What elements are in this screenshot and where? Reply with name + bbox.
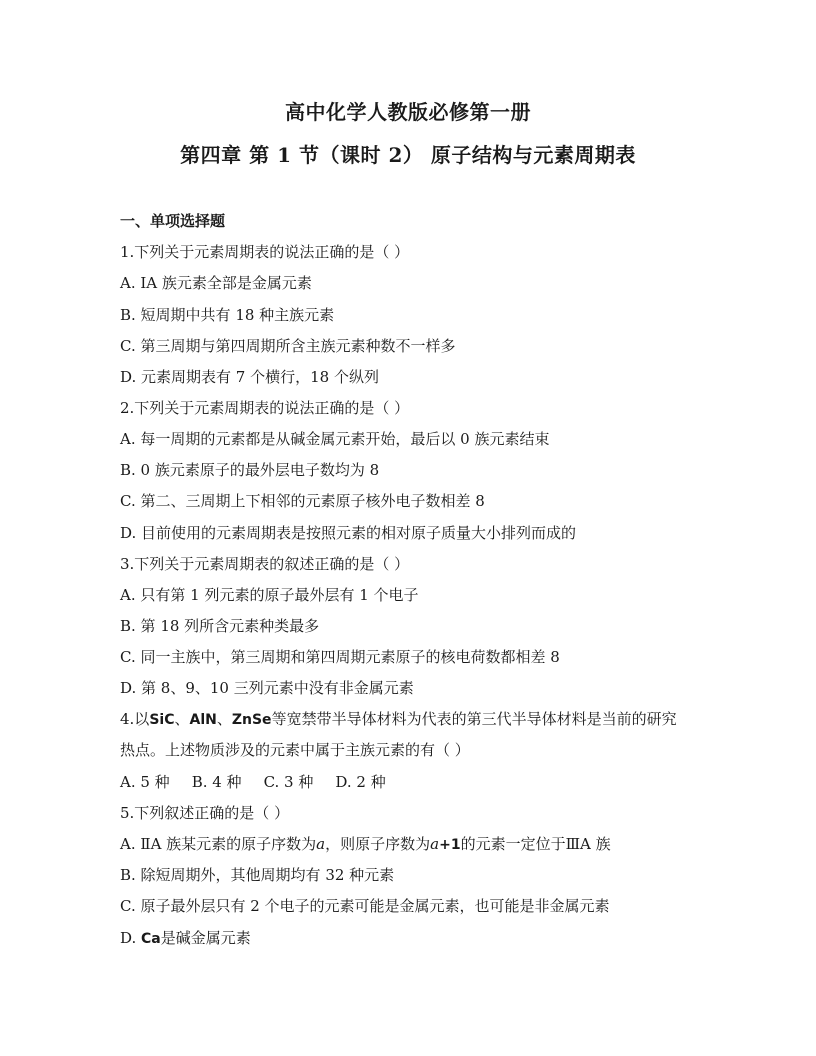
formula-znse: ZnSe xyxy=(231,712,272,728)
question-4-stem-line2: 热点。上述物质涉及的元素中属于主族元素的有（ ） xyxy=(120,741,470,759)
question-5-option-c: C. 原子最外层只有 2 个电子的元素可能是金属元素，也可能是非金属元素 xyxy=(120,897,610,915)
question-4-stem xyxy=(120,709,677,730)
formula-ca: Ca xyxy=(141,931,161,947)
question-5-stem: 5.下列叙述正确的是（ ） xyxy=(120,804,290,822)
question-5-option-b: B. 除短周期外，其他周期均有 32 种元素 xyxy=(120,866,395,884)
question-1-option-b: B. 短周期中共有 18 种主族元素 xyxy=(120,306,335,324)
formula-sic: SiC xyxy=(149,712,175,728)
question-2-stem: 2.下列关于元素周期表的说法正确的是（ ） xyxy=(120,399,410,417)
question-4-stem-prefix: 4.以 xyxy=(120,710,150,728)
section-heading: 一、单项选择题 xyxy=(120,212,226,230)
question-1-option-c: C. 第三周期与第四周期所含主族元素种数不一样多 xyxy=(120,337,456,355)
question-4-option-b: B. 4 种 xyxy=(191,773,242,791)
variable-a: a xyxy=(316,835,326,853)
question-1-option-a: A. ⅠA 族元素全部是金属元素 xyxy=(120,274,312,292)
plus-one: +1 xyxy=(439,837,461,853)
question-3-option-d: D. 第 8、9、10 三列元素中没有非金属元素 xyxy=(120,679,414,697)
question-4-option-c: C. 3 种 xyxy=(263,773,314,791)
option-a-mid: ，则原子序数为 xyxy=(325,835,431,853)
option-d-suffix: 是碱金属元素 xyxy=(160,929,251,947)
document-title: 高中化学人教版必修第一册 xyxy=(285,100,531,124)
question-4-option-a: A. 5 种 xyxy=(120,773,170,791)
document-subtitle: 第四章 第 1 节（课时 2） 原子结构与元素周期表 xyxy=(180,143,636,167)
variable-a: a xyxy=(430,835,440,853)
question-2-option-a: A. 每一周期的元素都是从碱金属元素开始，最后以 0 族元素结束 xyxy=(120,430,550,448)
question-5-option-d xyxy=(120,928,251,949)
question-3-stem: 3.下列关于元素周期表的叙述正确的是（ ） xyxy=(120,555,410,573)
separator: 、 xyxy=(216,710,232,728)
question-3-option-a: A. 只有第 1 列元素的原子最外层有 1 个电子 xyxy=(120,586,419,604)
question-2-option-d: D. 目前使用的元素周期表是按照元素的相对原子质量大小排列而成的 xyxy=(120,524,577,542)
question-3-option-b: B. 第 18 列所含元素种类最多 xyxy=(120,617,320,635)
question-4-stem-suffix: 等宽禁带半导体材料为代表的第三代半导体材料是当前的研究 xyxy=(271,710,677,728)
question-2-option-c: C. 第二、三周期上下相邻的元素原子核外电子数相差 8 xyxy=(120,492,485,510)
option-a-suffix: 的元素一定位于ⅢA 族 xyxy=(460,835,611,853)
separator: 、 xyxy=(174,710,190,728)
option-a-prefix: A. ⅡA 族某元素的原子序数为 xyxy=(120,835,317,853)
question-3-option-c: C. 同一主族中，第三周期和第四周期元素原子的核电荷数都相差 8 xyxy=(120,648,560,666)
question-4-options xyxy=(120,772,386,792)
question-1-stem: 1.下列关于元素周期表的说法正确的是（ ） xyxy=(120,243,410,261)
question-1-option-d: D. 元素周期表有 7 个横行，18 个纵列 xyxy=(120,368,379,386)
question-2-option-b: B. 0 族元素原子的最外层电子数均为 8 xyxy=(120,461,380,479)
question-5-option-a xyxy=(120,834,611,855)
option-d-prefix: D. xyxy=(120,929,142,947)
question-4-option-d: D. 2 种 xyxy=(335,773,386,791)
formula-aln: AlN xyxy=(189,712,217,728)
